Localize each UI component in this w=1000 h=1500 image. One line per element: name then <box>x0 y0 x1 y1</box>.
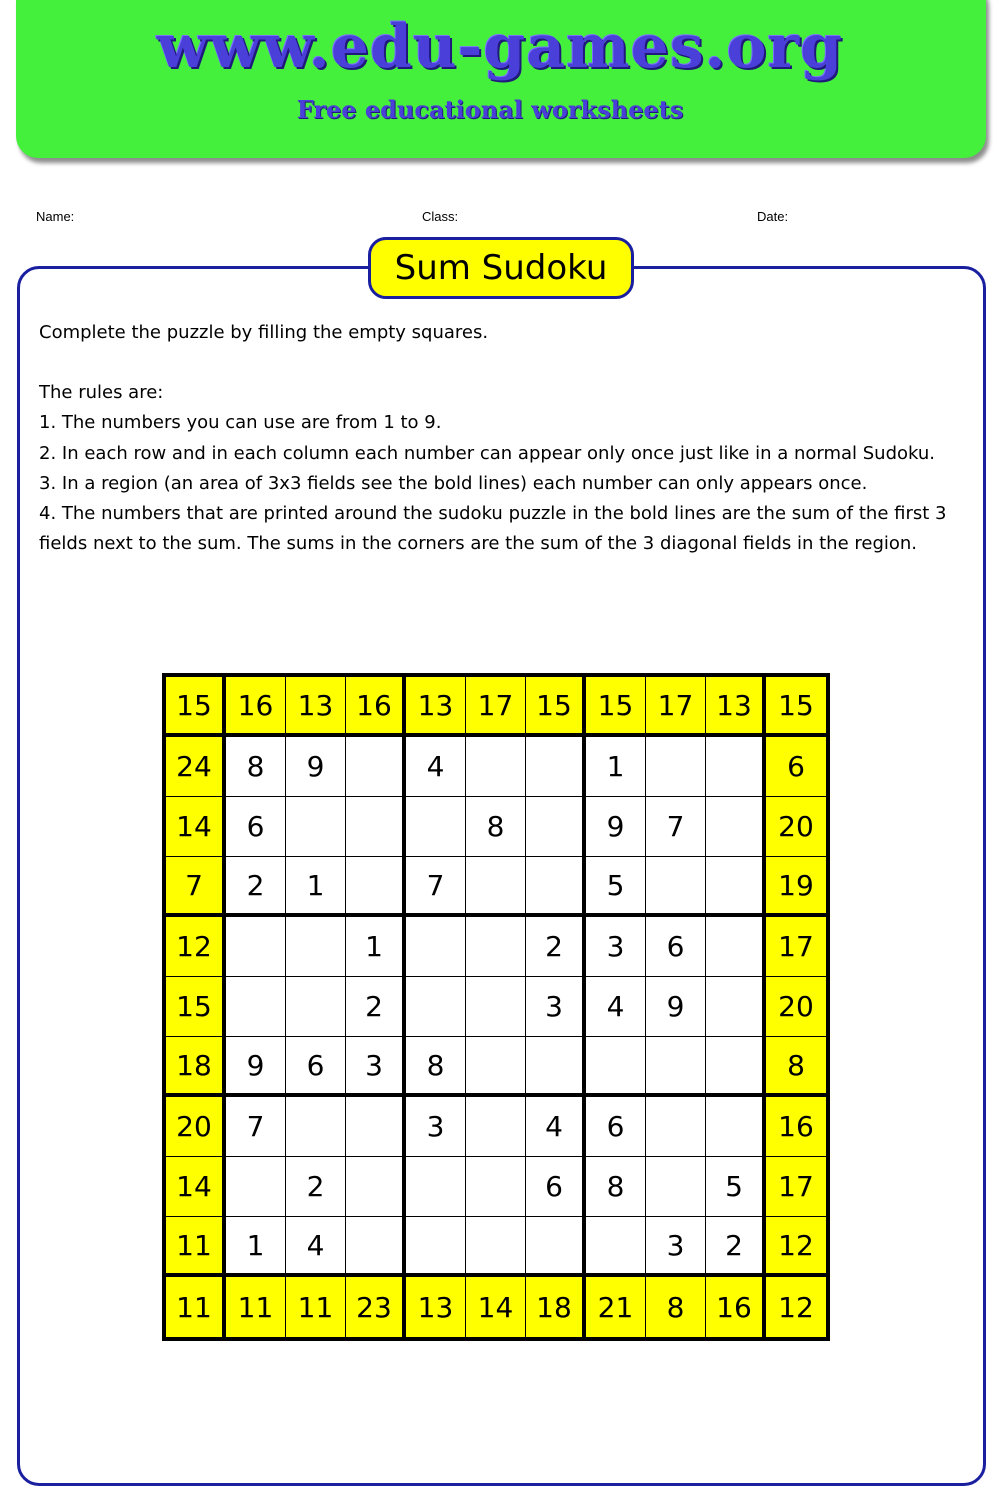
puzzle-cell[interactable]: 6 <box>526 1157 586 1217</box>
puzzle-cell[interactable]: 9 <box>226 1037 286 1097</box>
sum-cell: 11 <box>226 1277 286 1337</box>
sum-cell: 24 <box>166 737 226 797</box>
puzzle-cell[interactable] <box>346 1217 406 1277</box>
sum-cell: 14 <box>166 797 226 857</box>
site-title[interactable]: www.edu-games.org <box>156 12 844 82</box>
puzzle-cell[interactable]: 1 <box>586 737 646 797</box>
puzzle-cell[interactable] <box>526 737 586 797</box>
puzzle-cell[interactable] <box>706 737 766 797</box>
sum-cell: 11 <box>286 1277 346 1337</box>
puzzle-cell[interactable] <box>346 737 406 797</box>
sum-cell: 16 <box>766 1097 826 1157</box>
puzzle-cell[interactable] <box>346 1097 406 1157</box>
puzzle-cell[interactable]: 7 <box>406 857 466 917</box>
puzzle-cell[interactable] <box>646 737 706 797</box>
puzzle-cell[interactable] <box>346 797 406 857</box>
sum-cell: 20 <box>166 1097 226 1157</box>
puzzle-cell[interactable] <box>406 1157 466 1217</box>
puzzle-cell[interactable] <box>466 857 526 917</box>
puzzle-cell[interactable]: 7 <box>226 1097 286 1157</box>
puzzle-cell[interactable]: 3 <box>406 1097 466 1157</box>
puzzle-cell[interactable]: 5 <box>586 857 646 917</box>
puzzle-cell[interactable]: 6 <box>586 1097 646 1157</box>
puzzle-cell[interactable] <box>526 1217 586 1277</box>
sum-cell: 15 <box>166 977 226 1037</box>
puzzle-cell[interactable]: 4 <box>526 1097 586 1157</box>
puzzle-cell[interactable]: 9 <box>646 977 706 1037</box>
puzzle-cell[interactable] <box>646 1097 706 1157</box>
puzzle-cell[interactable]: 8 <box>586 1157 646 1217</box>
rule-2: 2. In each row and in each column each number can appear only once just like in a normal Sudoku. <box>39 442 936 464</box>
worksheet-title: Sum Sudoku <box>368 237 634 299</box>
puzzle-cell[interactable]: 8 <box>406 1037 466 1097</box>
puzzle-cell[interactable] <box>466 1037 526 1097</box>
sum-cell: 20 <box>766 977 826 1037</box>
sum-cell: 14 <box>166 1157 226 1217</box>
puzzle-cell[interactable]: 2 <box>286 1157 346 1217</box>
sum-cell: 8 <box>766 1037 826 1097</box>
puzzle-cell[interactable]: 4 <box>586 977 646 1037</box>
puzzle-cell[interactable]: 1 <box>286 857 346 917</box>
sum-cell: 17 <box>766 1157 826 1217</box>
sum-cell: 20 <box>766 797 826 857</box>
sum-cell: 13 <box>706 677 766 737</box>
puzzle-cell[interactable] <box>406 917 466 977</box>
sum-cell: 15 <box>766 677 826 737</box>
instructions <box>39 318 969 559</box>
puzzle-cell[interactable] <box>466 1097 526 1157</box>
puzzle-cell[interactable]: 7 <box>646 797 706 857</box>
site-subtitle: Free educational worksheets <box>296 95 684 124</box>
puzzle-cell[interactable] <box>646 1157 706 1217</box>
puzzle-cell[interactable] <box>466 1217 526 1277</box>
puzzle-cell[interactable]: 5 <box>706 1157 766 1217</box>
sum-cell: 12 <box>766 1217 826 1277</box>
puzzle-cell[interactable]: 6 <box>646 917 706 977</box>
sum-cell: 11 <box>166 1277 226 1337</box>
puzzle-cell[interactable] <box>466 1157 526 1217</box>
puzzle-cell[interactable]: 2 <box>226 857 286 917</box>
puzzle-cell[interactable]: 3 <box>346 1037 406 1097</box>
sum-cell: 13 <box>286 677 346 737</box>
sum-cell: 12 <box>766 1277 826 1337</box>
puzzle-cell[interactable] <box>646 857 706 917</box>
sum-cell: 17 <box>766 917 826 977</box>
puzzle-cell[interactable] <box>406 977 466 1037</box>
puzzle-cell[interactable] <box>466 737 526 797</box>
sum-cell: 7 <box>166 857 226 917</box>
puzzle-cell[interactable]: 9 <box>286 737 346 797</box>
rule-4: 4. The numbers that are printed around the sudoku puzzle in the bold lines are the sum of the first 3 fields next to the sum. The sums in the corners are the sum of the 3 diagonal fields in the region. <box>39 503 947 555</box>
sum-cell: 17 <box>466 677 526 737</box>
rules-heading: The rules are: <box>39 382 164 404</box>
puzzle-cell[interactable] <box>406 797 466 857</box>
sum-cell: 18 <box>166 1037 226 1097</box>
puzzle-cell[interactable]: 2 <box>346 977 406 1037</box>
sum-cell: 13 <box>406 677 466 737</box>
sum-cell: 15 <box>526 677 586 737</box>
puzzle-cell[interactable] <box>526 1037 586 1097</box>
puzzle-cell[interactable]: 4 <box>406 737 466 797</box>
date-label: Date: <box>757 209 789 224</box>
sum-cell: 16 <box>706 1277 766 1337</box>
puzzle-cell[interactable]: 1 <box>226 1217 286 1277</box>
sum-cell: 19 <box>766 857 826 917</box>
puzzle-cell[interactable] <box>706 1037 766 1097</box>
sum-cell: 8 <box>646 1277 706 1337</box>
puzzle-cell[interactable] <box>346 857 406 917</box>
sum-cell: 18 <box>526 1277 586 1337</box>
puzzle-cell[interactable]: 8 <box>226 737 286 797</box>
puzzle-cell[interactable] <box>466 917 526 977</box>
sum-cell: 14 <box>466 1277 526 1337</box>
sum-cell: 13 <box>406 1277 466 1337</box>
sudoku-grid <box>162 673 830 1341</box>
puzzle-cell[interactable]: 1 <box>346 917 406 977</box>
puzzle-cell[interactable] <box>706 1097 766 1157</box>
puzzle-cell[interactable]: 6 <box>226 797 286 857</box>
sum-cell: 11 <box>166 1217 226 1277</box>
puzzle-cell[interactable] <box>466 977 526 1037</box>
puzzle-cell[interactable] <box>286 917 346 977</box>
spacer <box>39 348 969 378</box>
sum-cell: 23 <box>346 1277 406 1337</box>
class-label: Class: <box>422 209 459 224</box>
sum-cell: 6 <box>766 737 826 797</box>
puzzle-cell[interactable]: 3 <box>586 917 646 977</box>
puzzle-cell[interactable] <box>586 1217 646 1277</box>
intro-text: Complete the puzzle by filling the empty squares. <box>39 322 489 343</box>
puzzle-cell[interactable]: 3 <box>646 1217 706 1277</box>
sum-cell: 16 <box>226 677 286 737</box>
puzzle-cell[interactable]: 4 <box>286 1217 346 1277</box>
puzzle-cell[interactable] <box>706 917 766 977</box>
puzzle-cell[interactable]: 2 <box>706 1217 766 1277</box>
puzzle-cell[interactable]: 8 <box>466 797 526 857</box>
puzzle-cell[interactable] <box>646 1037 706 1097</box>
puzzle-cell[interactable]: 3 <box>526 977 586 1037</box>
puzzle-cell[interactable] <box>226 917 286 977</box>
puzzle-cell[interactable] <box>286 1097 346 1157</box>
puzzle-cell[interactable]: 2 <box>526 917 586 977</box>
sum-cell: 21 <box>586 1277 646 1337</box>
puzzle-cell[interactable] <box>706 977 766 1037</box>
puzzle-cell[interactable] <box>706 797 766 857</box>
puzzle-cell[interactable] <box>286 977 346 1037</box>
puzzle-cell[interactable]: 9 <box>586 797 646 857</box>
puzzle-cell[interactable] <box>526 857 586 917</box>
puzzle-cell[interactable] <box>406 1217 466 1277</box>
puzzle-cell[interactable] <box>526 797 586 857</box>
rule-1: 1. The numbers you can use are from 1 to 9. <box>39 412 442 434</box>
puzzle-cell[interactable] <box>586 1037 646 1097</box>
sum-cell: 17 <box>646 677 706 737</box>
puzzle-cell[interactable] <box>286 797 346 857</box>
puzzle-cell[interactable] <box>346 1157 406 1217</box>
sum-cell: 16 <box>346 677 406 737</box>
sum-cell: 15 <box>166 677 226 737</box>
puzzle-cell[interactable] <box>226 1157 286 1217</box>
rule-3: 3. In a region (an area of 3x3 fields see the bold lines) each number can only appears once. <box>39 472 868 494</box>
name-label: Name: <box>36 209 75 224</box>
sum-cell: 12 <box>166 917 226 977</box>
sum-cell: 15 <box>586 677 646 737</box>
puzzle-cell[interactable] <box>706 857 766 917</box>
puzzle-cell[interactable]: 6 <box>286 1037 346 1097</box>
puzzle-cell[interactable] <box>226 977 286 1037</box>
